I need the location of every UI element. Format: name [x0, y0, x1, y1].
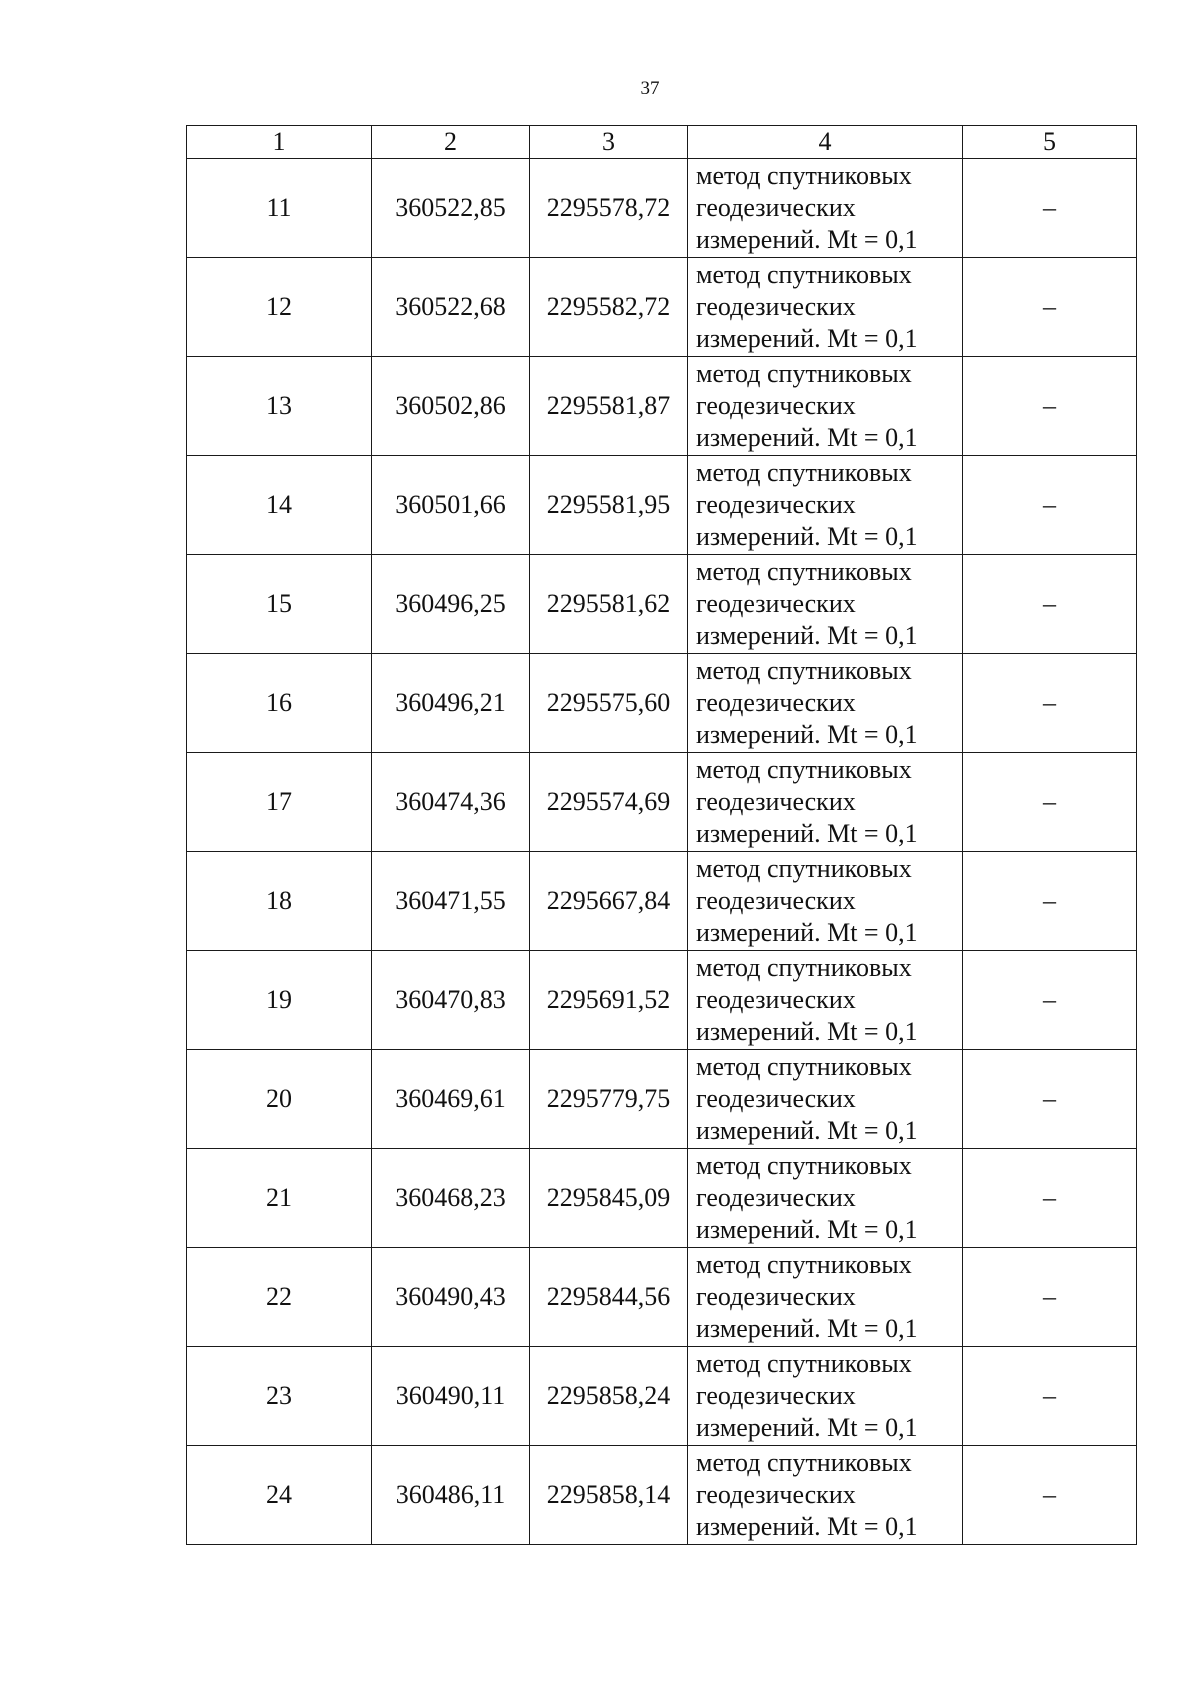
method-text-line: измерений. Mt = 0,1 [696, 522, 918, 551]
point-number-cell: 15 [187, 555, 372, 654]
note-cell: – [963, 654, 1137, 753]
method-cell [688, 951, 963, 1050]
note-cell: – [963, 1347, 1137, 1446]
note-cell: – [963, 852, 1137, 951]
method-text-line: геодезических [696, 292, 856, 321]
method-cell [688, 555, 963, 654]
note-cell: – [963, 456, 1137, 555]
page-number: 37 [640, 78, 660, 99]
method-text-line: геодезических [696, 193, 856, 222]
method-text-line: измерений. Mt = 0,1 [696, 1314, 918, 1343]
method-text-line: измерений. Mt = 0,1 [696, 324, 918, 353]
point-number-cell: 20 [187, 1050, 372, 1149]
method-text-line: измерений. Mt = 0,1 [696, 1017, 918, 1046]
coordinate-y-cell: 2295845,09 [530, 1149, 688, 1248]
method-text-line: метод спутниковых [696, 1151, 912, 1180]
method-cell [688, 1050, 963, 1149]
table-row [187, 1248, 1137, 1347]
table-row [187, 852, 1137, 951]
table-row [187, 456, 1137, 555]
method-text-line: геодезических [696, 985, 856, 1014]
coordinate-x-cell: 360470,83 [372, 951, 530, 1050]
coordinate-x-cell: 360522,68 [372, 258, 530, 357]
method-text-line: геодезических [696, 1480, 856, 1509]
method-cell [688, 456, 963, 555]
coordinate-y-cell: 2295582,72 [530, 258, 688, 357]
coordinates-table [186, 125, 1137, 1545]
coordinate-x-cell: 360471,55 [372, 852, 530, 951]
header-cell-3: 3 [530, 126, 688, 159]
method-text-line: метод спутниковых [696, 359, 912, 388]
point-number-cell: 13 [187, 357, 372, 456]
point-number-cell: 16 [187, 654, 372, 753]
method-text-line: измерений. Mt = 0,1 [696, 918, 918, 947]
method-text-line: геодезических [696, 1084, 856, 1113]
method-text-line: геодезических [696, 589, 856, 618]
method-text-line: геодезических [696, 391, 856, 420]
coordinate-x-cell: 360468,23 [372, 1149, 530, 1248]
coordinate-y-cell: 2295858,14 [530, 1446, 688, 1545]
method-text-line: метод спутниковых [696, 161, 912, 190]
method-text-line: измерений. Mt = 0,1 [696, 1413, 918, 1442]
note-cell: – [963, 1248, 1137, 1347]
note-cell: – [963, 1149, 1137, 1248]
note-cell: – [963, 258, 1137, 357]
point-number-cell: 17 [187, 753, 372, 852]
coordinate-y-cell: 2295574,69 [530, 753, 688, 852]
method-text-line: метод спутниковых [696, 656, 912, 685]
method-text-line: измерений. Mt = 0,1 [696, 423, 918, 452]
point-number-cell: 11 [187, 159, 372, 258]
method-text-line: метод спутниковых [696, 458, 912, 487]
point-number-cell: 12 [187, 258, 372, 357]
note-cell: – [963, 753, 1137, 852]
note-cell: – [963, 1050, 1137, 1149]
method-cell [688, 852, 963, 951]
note-cell: – [963, 357, 1137, 456]
table-row [187, 258, 1137, 357]
table-row [187, 159, 1137, 258]
coordinate-y-cell: 2295581,62 [530, 555, 688, 654]
header-cell-4: 4 [688, 126, 963, 159]
method-text-line: геодезических [696, 787, 856, 816]
point-number-cell: 18 [187, 852, 372, 951]
method-text-line: метод спутниковых [696, 1448, 912, 1477]
coordinate-y-cell: 2295844,56 [530, 1248, 688, 1347]
point-number-cell: 21 [187, 1149, 372, 1248]
note-cell: – [963, 555, 1137, 654]
method-text-line: метод спутниковых [696, 260, 912, 289]
table-row [187, 357, 1137, 456]
method-text-line: метод спутниковых [696, 1052, 912, 1081]
method-cell [688, 1149, 963, 1248]
method-text-line: геодезических [696, 490, 856, 519]
coordinate-x-cell: 360474,36 [372, 753, 530, 852]
note-cell: – [963, 951, 1137, 1050]
table-row [187, 555, 1137, 654]
method-text-line: измерений. Mt = 0,1 [696, 225, 918, 254]
method-text-line: метод спутниковых [696, 755, 912, 784]
method-text-line: метод спутниковых [696, 1250, 912, 1279]
coordinate-y-cell: 2295779,75 [530, 1050, 688, 1149]
method-text-line: геодезических [696, 886, 856, 915]
coordinate-x-cell: 360502,86 [372, 357, 530, 456]
method-cell [688, 159, 963, 258]
coordinate-y-cell: 2295667,84 [530, 852, 688, 951]
method-cell [688, 1347, 963, 1446]
header-cell-2: 2 [372, 126, 530, 159]
method-cell [688, 1446, 963, 1545]
point-number-cell: 22 [187, 1248, 372, 1347]
method-text-line: метод спутниковых [696, 557, 912, 586]
coordinate-x-cell: 360496,25 [372, 555, 530, 654]
coordinate-y-cell: 2295578,72 [530, 159, 688, 258]
coordinate-x-cell: 360490,11 [372, 1347, 530, 1446]
method-text-line: измерений. Mt = 0,1 [696, 1116, 918, 1145]
method-text-line: измерений. Mt = 0,1 [696, 621, 918, 650]
coordinate-x-cell: 360501,66 [372, 456, 530, 555]
table-row [187, 951, 1137, 1050]
coordinate-y-cell: 2295581,87 [530, 357, 688, 456]
header-cell-1: 1 [187, 126, 372, 159]
method-cell [688, 1248, 963, 1347]
method-text-line: измерений. Mt = 0,1 [696, 1215, 918, 1244]
method-text-line: метод спутниковых [696, 854, 912, 883]
method-text-line: измерений. Mt = 0,1 [696, 720, 918, 749]
coordinate-x-cell: 360496,21 [372, 654, 530, 753]
point-number-cell: 23 [187, 1347, 372, 1446]
coordinate-y-cell: 2295581,95 [530, 456, 688, 555]
table-row [187, 654, 1137, 753]
table-row [187, 1050, 1137, 1149]
table-row [187, 753, 1137, 852]
note-cell: – [963, 1446, 1137, 1545]
method-text-line: метод спутниковых [696, 1349, 912, 1378]
table-row [187, 1446, 1137, 1545]
method-cell [688, 753, 963, 852]
table-header-row [187, 126, 1137, 159]
coordinate-y-cell: 2295691,52 [530, 951, 688, 1050]
note-cell: – [963, 159, 1137, 258]
point-number-cell: 14 [187, 456, 372, 555]
coordinate-y-cell: 2295575,60 [530, 654, 688, 753]
method-text-line: измерений. Mt = 0,1 [696, 819, 918, 848]
method-cell [688, 258, 963, 357]
method-text-line: геодезических [696, 1381, 856, 1410]
method-text-line: геодезических [696, 1183, 856, 1212]
point-number-cell: 19 [187, 951, 372, 1050]
method-text-line: геодезических [696, 688, 856, 717]
coordinate-x-cell: 360469,61 [372, 1050, 530, 1149]
table-row [187, 1347, 1137, 1446]
table-row [187, 1149, 1137, 1248]
coordinate-x-cell: 360490,43 [372, 1248, 530, 1347]
coordinate-x-cell: 360486,11 [372, 1446, 530, 1545]
method-text-line: геодезических [696, 1282, 856, 1311]
coordinate-x-cell: 360522,85 [372, 159, 530, 258]
method-cell [688, 654, 963, 753]
point-number-cell: 24 [187, 1446, 372, 1545]
method-text-line: метод спутниковых [696, 953, 912, 982]
coordinate-y-cell: 2295858,24 [530, 1347, 688, 1446]
method-cell [688, 357, 963, 456]
header-cell-5: 5 [963, 126, 1137, 159]
method-text-line: измерений. Mt = 0,1 [696, 1512, 918, 1541]
